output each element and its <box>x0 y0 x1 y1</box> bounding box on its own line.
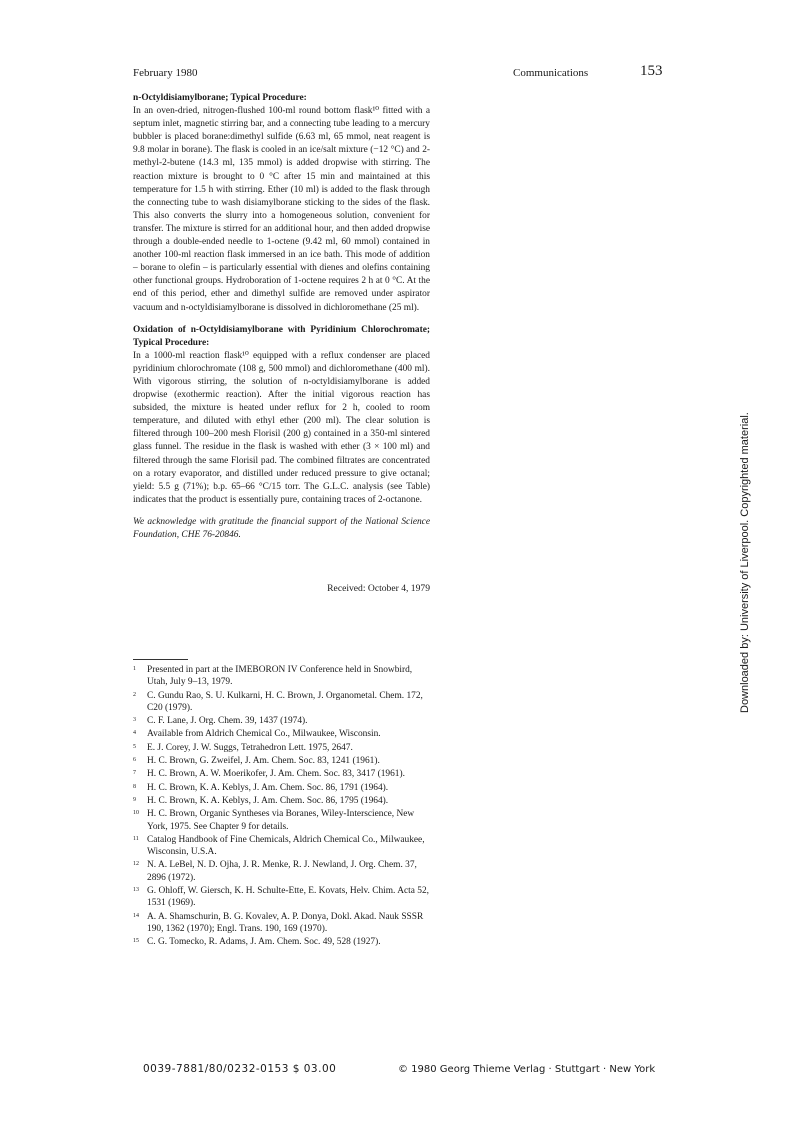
footnote <box>133 715 430 727</box>
section-octyldisiamylborane <box>133 92 430 315</box>
footnote <box>133 782 430 794</box>
footnote-text: H. C. Brown, A. W. Moerikofer, J. Am. Chem. Soc. 83, 3417 (1961). <box>147 769 405 780</box>
footnote-text: Catalog Handbook of Fine Chemicals, Aldrich Chemical Co., Milwaukee, Wisconsin, U.S.A. <box>147 834 425 858</box>
footnote-number: 13 <box>133 887 139 894</box>
footnote-number: 15 <box>133 938 139 945</box>
footer-code: 0039-7881/80/0232-0153 $ 03.00 <box>143 1063 337 1075</box>
footnote <box>133 834 430 859</box>
section-oxidation <box>133 324 430 507</box>
footnote <box>133 936 430 948</box>
footnote-number: 14 <box>133 912 139 919</box>
footnote-rule <box>133 659 188 660</box>
footnote <box>133 885 430 910</box>
section-body: In an oven-dried, nitrogen-flushed 100-ml round bottom flask¹⁰ fitted with a septum inlet, magnetic stirring bar, and a connecting tube leading to a mercury bubbler is placed borane:dimethyl sulfide (6.63 ml, 65 mmol, neat reagent is 9.8 molar in borane). The flask is cooled in an ice/salt mixture (−12 °C) and 2-methyl-2-butene (14.3 ml, 135 mmol) is added dropwise with stirring. The reaction mixture is brought to 0 °C after 15 min and maintained at this temperature for 1.5 h with stirring. Ether (10 ml) is added to the flask through the connecting tube to wash disiamylborane sticking to the sides of the flask. This also converts the slurry into a homogeneous solution, convenient for transfer. The mixture is stirred for an additional hour, and then added dropwise through a double-ended needle to 1-octene (9.42 ml, 60 mmol) contained in another 100-ml reaction flask immersed in an ice bath. This mode of addition – borane to olefin – is particularly essential with dienes and olefins containing other functional groups. Hydroboration of 1-octene requires 2 h at 0 °C. At the end of this period, ether and dimethyl sulfide are removed under aspirator vacuum and n-octyldisiamylborane is dissolved in dichloromethane (25 ml). <box>133 106 430 313</box>
footer-publisher: © 1980 Georg Thieme Verlag · Stuttgart · New York <box>398 1064 656 1075</box>
footnote-text: E. J. Corey, J. W. Suggs, Tetrahedron Lett. 1975, 2647. <box>147 742 353 753</box>
footnote <box>133 755 430 767</box>
footnote-text: G. Ohloff, W. Giersch, K. H. Schulte-Ette, E. Kovats, Helv. Chim. Acta 52, 1531 (1969). <box>147 886 429 909</box>
footnote-number: 9 <box>133 796 136 803</box>
footnote <box>133 768 430 780</box>
footnote-text: C. Gundu Rao, S. U. Kulkarni, H. C. Brown, J. Organometal. Chem. 172, C20 (1979). <box>147 690 423 713</box>
download-watermark: Downloaded by: University of Liverpool. Copyrighted material. <box>739 412 751 713</box>
footnote <box>133 664 430 689</box>
section-heading: Oxidation of n-Octyldisiamylborane with Pyridinium Chlorochromate; Typical Procedure: <box>133 324 430 348</box>
footnote-number: 11 <box>133 835 139 842</box>
footnote-number: 6 <box>133 757 136 764</box>
acknowledgement: We acknowledge with gratitude the financial support of the National Science Foundation, CHE 76-20846. <box>133 516 430 540</box>
footnote-number: 8 <box>133 783 136 790</box>
footnote <box>133 728 430 740</box>
footnote-text: C. G. Tomecko, R. Adams, J. Am. Chem. Soc. 49, 528 (1927). <box>147 937 381 948</box>
header-journal: Communications <box>513 67 589 79</box>
footnote-text: H. C. Brown, Organic Syntheses via Boranes, Wiley-Interscience, New York, 1975. See Chapter 9 for details. <box>147 809 415 832</box>
footnote-text: Presented in part at the IMEBORON IV Conference held in Snowbird, Utah, July 9–13, 1979. <box>147 665 413 688</box>
footnote-number: 5 <box>133 743 136 750</box>
footnote <box>133 795 430 807</box>
footnote-number: 7 <box>133 770 136 777</box>
footnote-text: H. C. Brown, K. A. Keblys, J. Am. Chem. Soc. 86, 1795 (1964). <box>147 795 389 806</box>
footnote <box>133 859 430 884</box>
footnote-text: N. A. LeBel, N. D. Ojha, J. R. Menke, R. J. Newland, J. Org. Chem. 37, 2896 (1972). <box>147 860 417 883</box>
footnote-text: A. A. Shamschurin, B. G. Kovalev, A. P. Donya, Dokl. Akad. Nauk SSSR 190, 1362 (1970); Engl. Trans. 190, 169 (1970). <box>147 911 424 934</box>
footnote <box>133 742 430 754</box>
footnote-number: 12 <box>133 861 139 868</box>
footnote-number: 2 <box>133 691 136 698</box>
footnote-number: 1 <box>133 666 136 672</box>
footnote-number: 3 <box>133 717 136 724</box>
footnote <box>133 808 430 833</box>
footnote <box>133 911 430 936</box>
section-heading: n-Octyldisiamylborane; Typical Procedure: <box>133 93 307 103</box>
header-date: February 1980 <box>133 67 198 79</box>
footnote <box>133 690 430 715</box>
footnote-text: H. C. Brown, K. A. Keblys, J. Am. Chem. Soc. 86, 1791 (1964). <box>147 782 389 793</box>
footnote-text: C. F. Lane, J. Org. Chem. 39, 1437 (1974). <box>147 716 308 727</box>
received-date: Received: October 4, 1979 <box>327 583 430 595</box>
page-number: 153 <box>640 63 663 79</box>
footnote-number: 10 <box>133 810 139 817</box>
footnote-number: 4 <box>133 730 136 737</box>
footnote-text: H. C. Brown, G. Zweifel, J. Am. Chem. Soc. 83, 1241 (1961). <box>147 756 380 767</box>
footnote-text: Available from Aldrich Chemical Co., Milwaukee, Wisconsin. <box>147 729 381 740</box>
section-body: In a 1000-ml reaction flask¹⁰ equipped with a reflux condenser are placed pyridinium chlorochromate (108 g, 500 mmol) and dichloromethane (400 ml). With vigorous stirring, the solution of n-octyldisiamylborane is added dropwise (exothermic reaction). After the initial vigorous reaction has subsided, the mixture is heated under reflux for 2 h, cooled to room temperature, and diluted with ethyl ether (200 ml). The clear solution is filtered through 100–200 mesh Florisil (200 g) contained in a 350-ml sintered glass funnel. The residue in the flask is washed with ether (3 × 100 ml) and filtered through the same Florisil pad. The combined filtrates are concentrated on a rotary evaporator, and distilled under reduced pressure to give octanal; yield: 5.5 g (71%); b.p. 65–66 °C/15 torr. The G.L.C. analysis (see Table) indicates that the product is essentially pure, containing traces of 2-octanone. <box>133 350 430 505</box>
footnotes <box>133 664 430 950</box>
main-column <box>133 92 430 595</box>
